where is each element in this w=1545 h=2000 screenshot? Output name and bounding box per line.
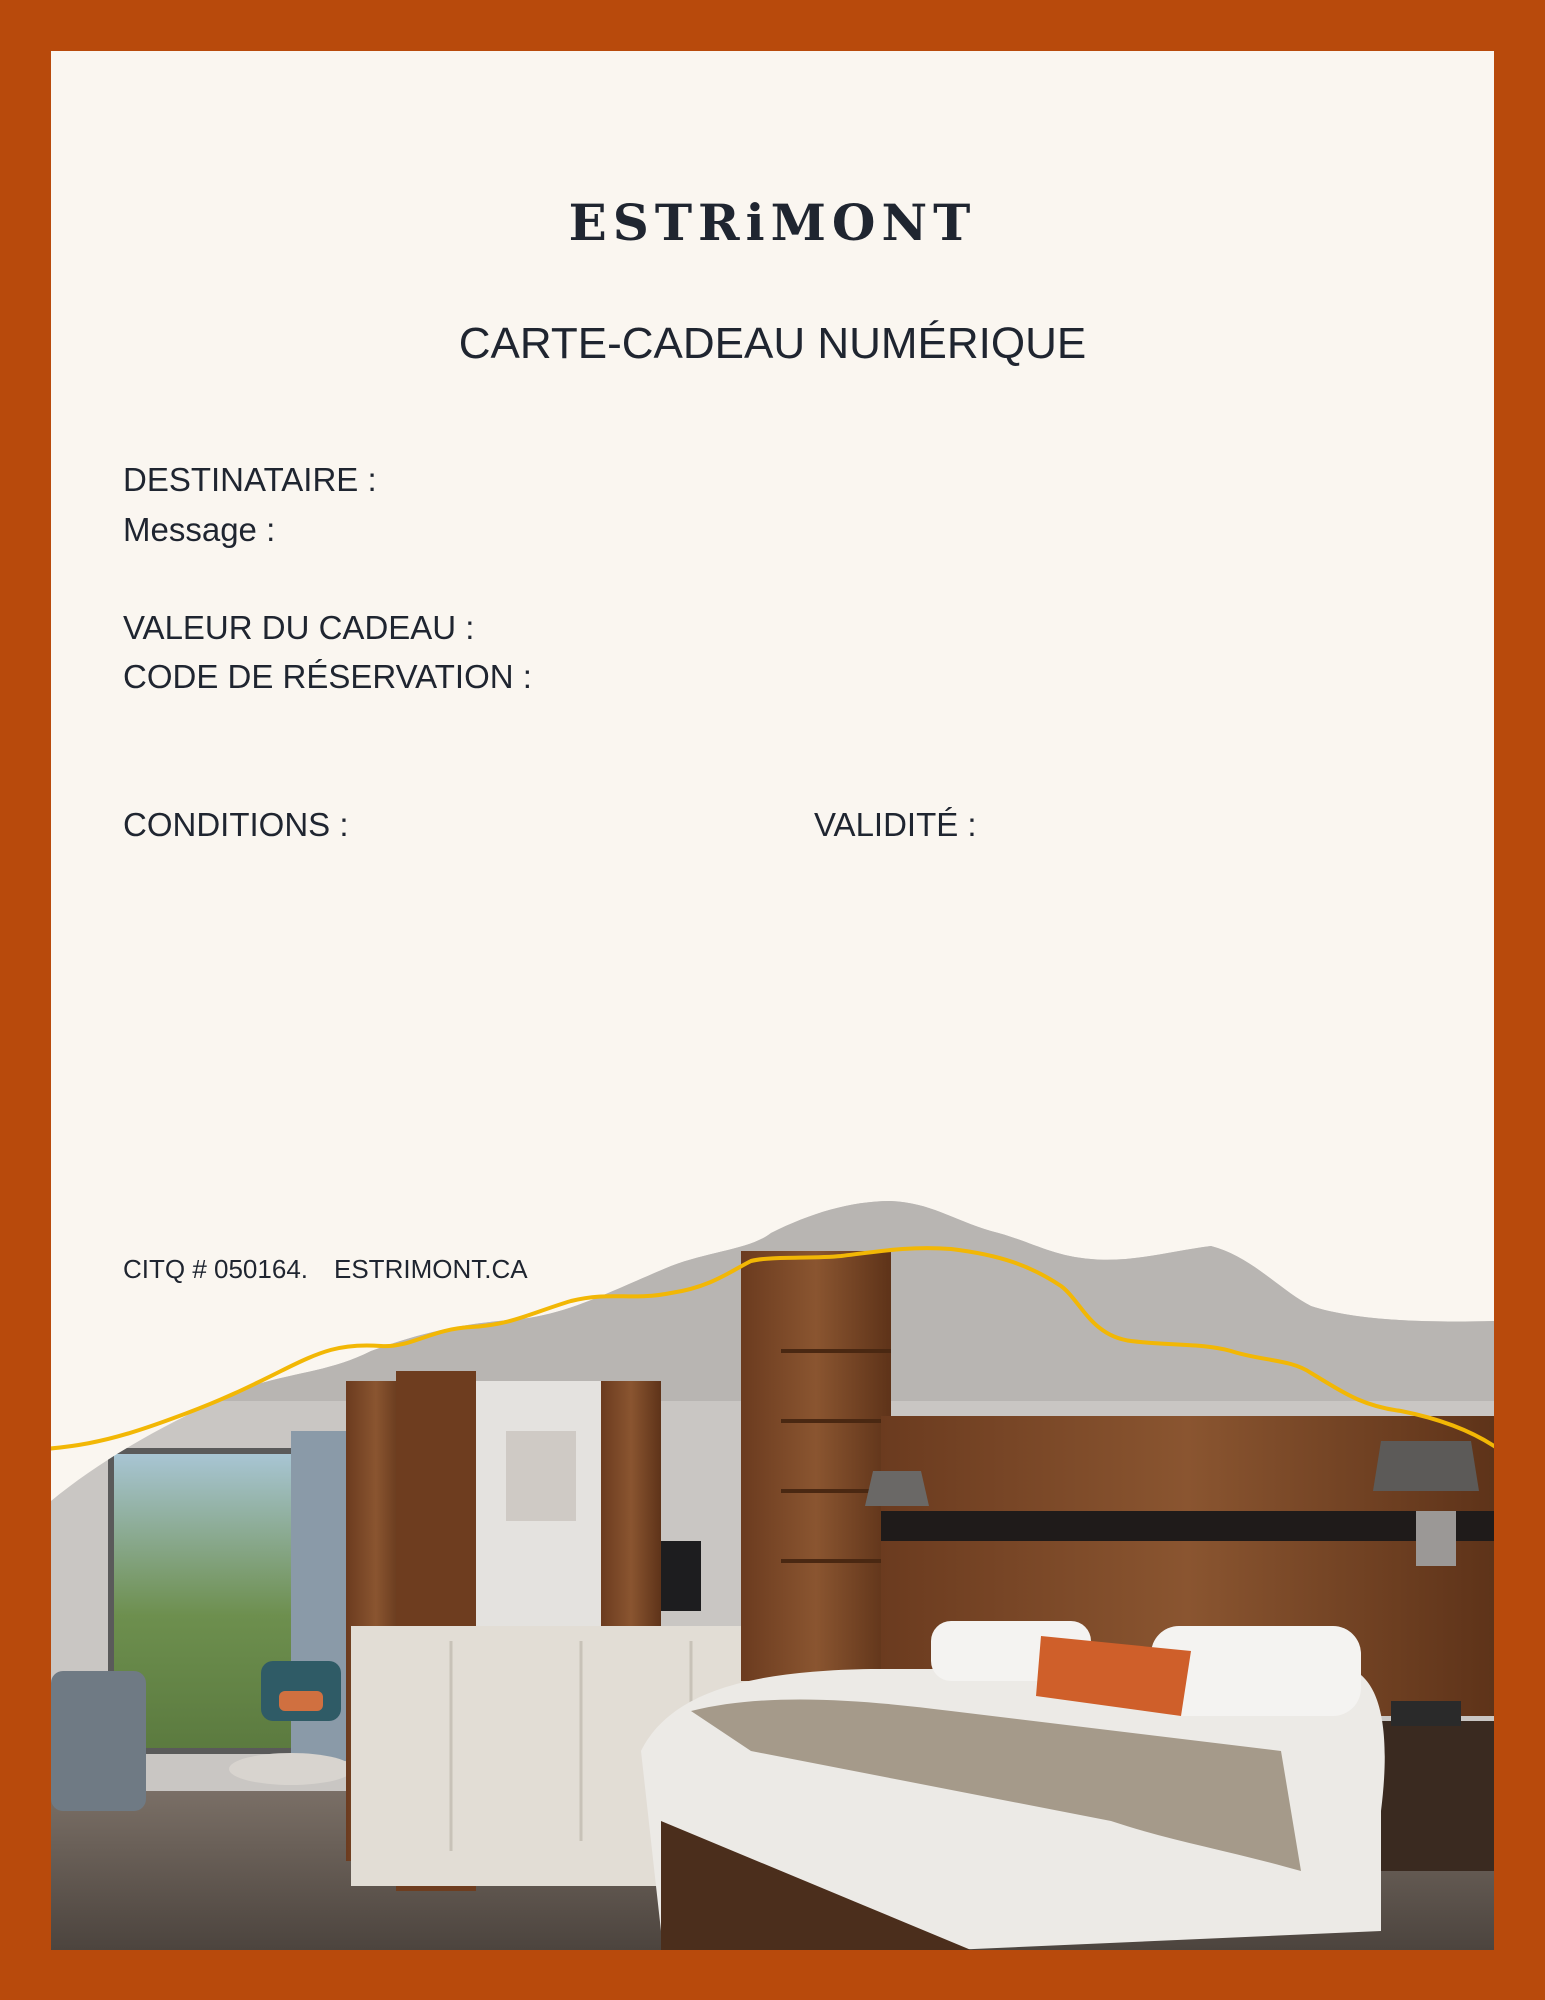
lamp-left (865, 1471, 929, 1506)
bookshelf (741, 1251, 891, 1681)
sofa (51, 1671, 146, 1811)
validity-label: VALIDITÉ : (814, 806, 977, 843)
page-title: CARTE-CADEAU NUMÉRIQUE (458, 319, 1087, 368)
website-text: ESTRIMONT.CA (334, 1254, 528, 1284)
estrimont-logo: ESTRiMONT (568, 193, 977, 252)
gift-card (51, 51, 1494, 1950)
lamp-right (1373, 1441, 1479, 1491)
room-scene (51, 1201, 1494, 1950)
conditions-label: CONDITIONS : (123, 806, 349, 843)
hotel-room-photo (51, 51, 1494, 1950)
reservation-code-label: CODE DE RÉSERVATION : (123, 658, 532, 695)
citq-number: CITQ # 050164. (123, 1254, 308, 1284)
recipient-label: DESTINATAIRE : (123, 461, 377, 498)
gift-value-label: VALEUR DU CADEAU : (123, 609, 475, 646)
message-label: Message : (123, 511, 276, 548)
